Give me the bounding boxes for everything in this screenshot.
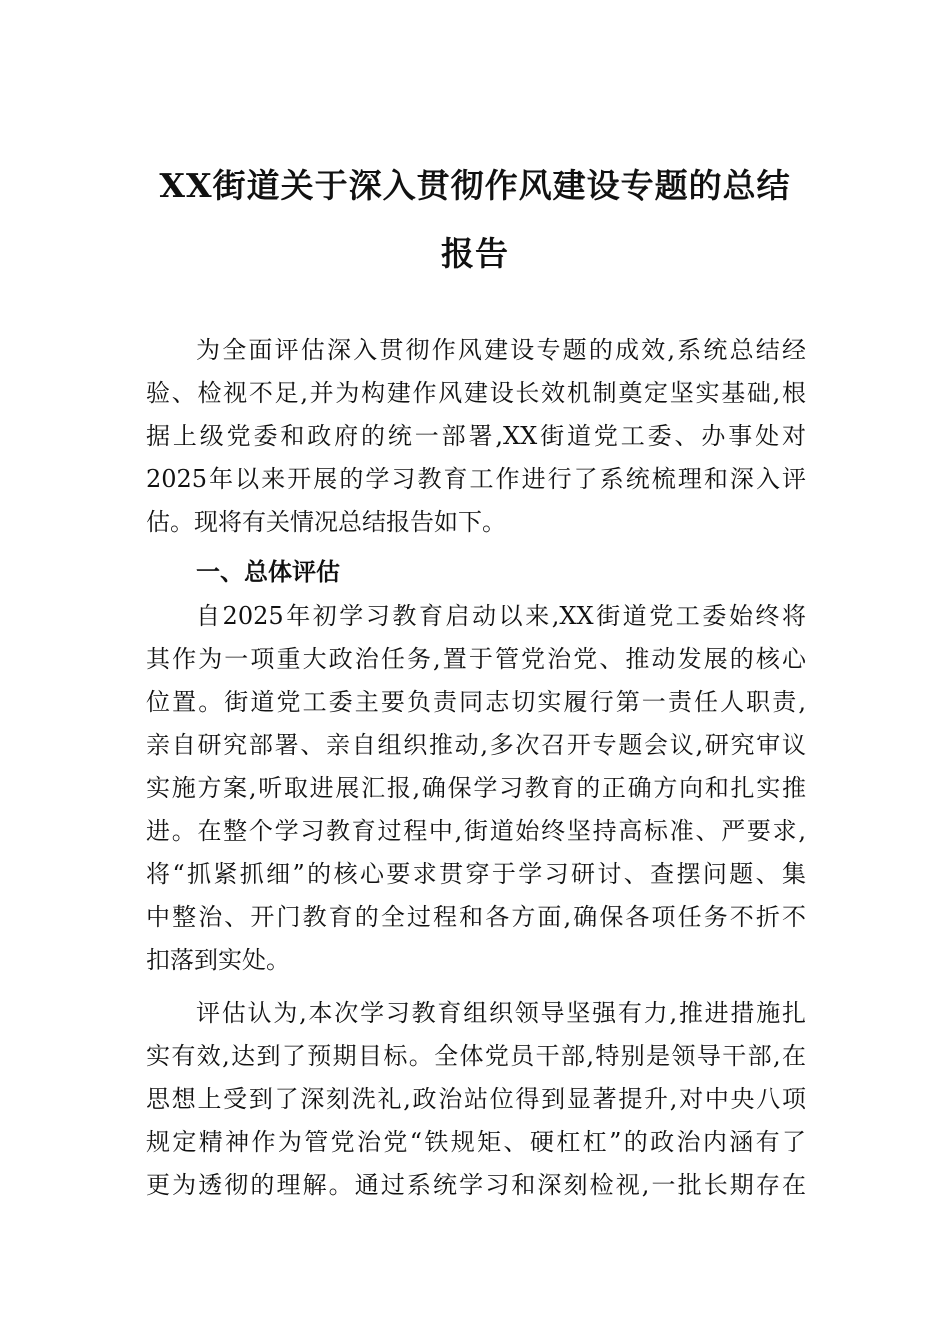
document-title-line1: XX街道关于深入贯彻作风建设专题的总结: [159, 166, 791, 205]
paragraph2-line: 规定精神作为管党治党“铁规矩、硬杠杠”的政治内涵有了: [146, 1128, 806, 1156]
paragraph2-line: 更为透彻的理解。通过系统学习和深刻检视,一批长期存在: [146, 1171, 806, 1199]
paragraph1-line: 亲自研究部署、亲自组织推动,多次召开专题会议,研究审议: [146, 731, 806, 759]
paragraph2-line: 评估认为,本次学习教育组织领导坚强有力,推进措施扎: [196, 999, 806, 1027]
intro-line: 据上级党委和政府的统一部署,XX街道党工委、办事处对: [146, 422, 806, 450]
paragraph2-line: 思想上受到了深刻洗礼,政治站位得到显著提升,对中央八项: [146, 1085, 806, 1113]
intro-line: 估。现将有关情况总结报告如下。: [146, 508, 506, 536]
intro-line: 2025年以来开展的学习教育工作进行了系统梳理和深入评: [146, 465, 806, 493]
section-heading: 一、总体评估: [196, 558, 340, 586]
paragraph1-line: 中整治、开门教育的全过程和各方面,确保各项任务不折不: [146, 903, 806, 931]
paragraph1-line: 将“抓紧抓细”的核心要求贯穿于学习研讨、查摆问题、集: [146, 860, 806, 888]
intro-line: 验、检视不足,并为构建作风建设长效机制奠定坚实基础,根: [146, 379, 806, 407]
paragraph1-line: 实施方案,听取进展汇报,确保学习教育的正确方向和扎实推: [146, 774, 806, 802]
paragraph1-line: 其作为一项重大政治任务,置于管党治党、推动发展的核心: [146, 645, 806, 673]
paragraph1-line: 自2025年初学习教育启动以来,XX街道党工委始终将: [196, 602, 806, 630]
intro-line: 为全面评估深入贯彻作风建设专题的成效,系统总结经: [196, 336, 806, 364]
paragraph1-line: 位置。街道党工委主要负责同志切实履行第一责任人职责,: [146, 688, 806, 716]
paragraph1-line: 扣落到实处。: [146, 946, 290, 974]
document-title-line2: 报告: [441, 234, 509, 273]
paragraph1-line: 进。在整个学习教育过程中,街道始终坚持高标准、严要求,: [146, 817, 806, 845]
paragraph2-line: 实有效,达到了预期目标。全体党员干部,特别是领导干部,在: [146, 1042, 806, 1070]
